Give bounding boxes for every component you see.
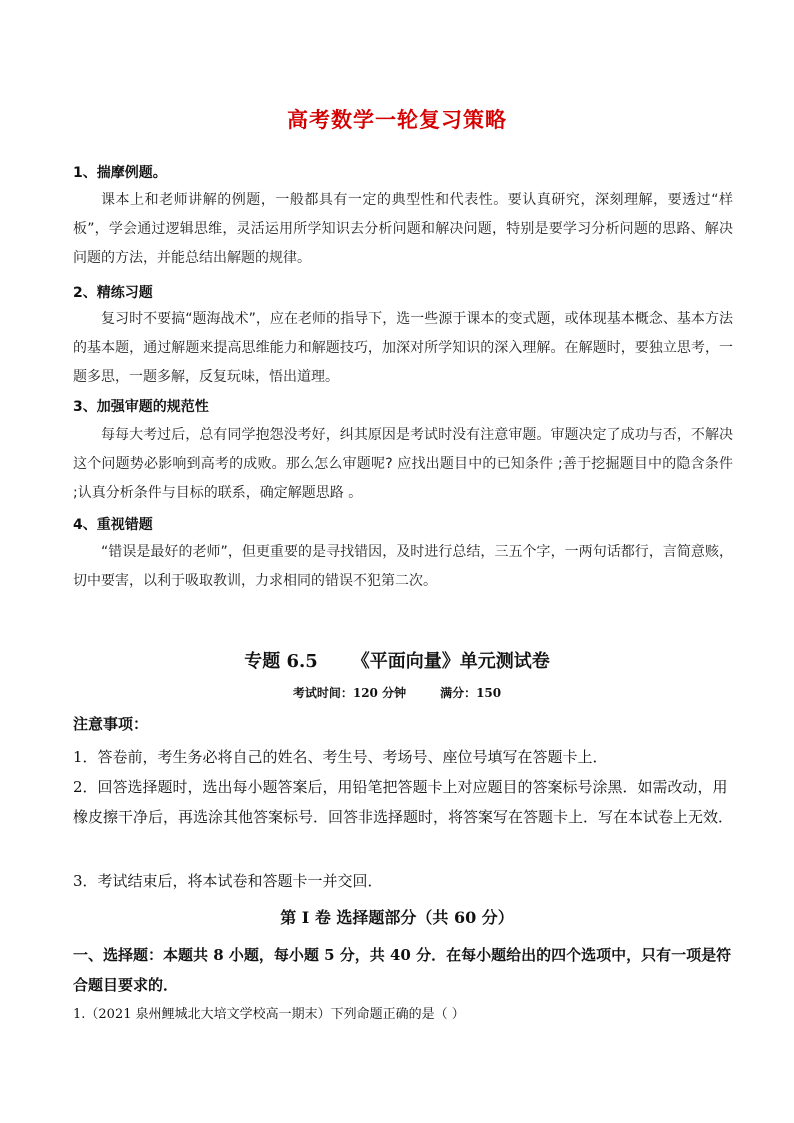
note-item-1: 1．答卷前，考生务必将自己的姓名、考生号、考场号、座位号填写在答题卡上． <box>73 748 608 766</box>
exam-time: 考试时间：120 分钟 <box>292 686 407 700</box>
note-item-2: 2．回答选择题时，选出每小题答案后，用铅笔把答题卡上对应题目的答案标号涂黑．如需改动，用橡皮擦干净后，再选涂其他答案标号．回答非选择题时，将答案写在答题卡上．写在本试卷上无效． <box>73 778 734 826</box>
question-1: 1.（2021 泉州鲤城北大培文学校高一期末）下列命题正确的是（ ） <box>73 1007 465 1022</box>
section-heading-3: 3、加强审题的规范性 <box>73 399 209 415</box>
exam-title-number: 专题 6.5 <box>244 651 318 672</box>
part-title: 第 I 卷 选择题部分（共 60 分） <box>280 908 514 927</box>
note-item-3: 3．考试结束后，将本试卷和答题卡一并交回． <box>73 872 383 890</box>
choice-section-heading: 一、选择题：本题共 8 小题，每小题 5 分，共 40 分．在每小题给出的四个选项中，只有一项是符合题目要求的． <box>73 946 732 994</box>
page-title: 高考数学一轮复习策略 <box>287 108 507 132</box>
exam-meta <box>0 684 794 701</box>
section-heading-4: 4、重视错题 <box>73 517 153 533</box>
section-text-3: 每每大考过后，总有同学抱怨没考好，纠其原因是考试时没有注意审题。审题决定了成功与否，不解决这个问题势必影响到高考的成败。那么怎么审题呢? 应找出题目中的已知条件 ;善于挖掘题目中的隐含条件 ;认真分析条件与目标的联系，确定解题思路 。 <box>73 427 733 501</box>
exam-score: 满分：150 <box>440 686 502 700</box>
section-heading-2: 2、精练习题 <box>73 285 153 301</box>
section-heading-1: 1、揣摩例题。 <box>73 165 167 181</box>
section-text-4: “错误是最好的老师”，但更重要的是寻找错因，及时进行总结，三五个字，一两句话都行，言简意赅，切中要害，以利于吸取教训，力求相同的错误不犯第二次。 <box>73 544 733 589</box>
exam-title <box>0 647 794 673</box>
exam-title-name: 《平面向量》单元测试卷 <box>351 651 550 672</box>
notes-heading: 注意事项： <box>73 715 149 733</box>
section-text-1: 课本上和老师讲解的例题，一般都具有一定的典型性和代表性。要认真研究，深刻理解，要透过“样板”，学会通过逻辑思维，灵活运用所学知识去分析问题和解决问题，特别是要学习分析问题的思路、解决问题的方法，并能总结出解题的规律。 <box>73 192 733 266</box>
section-text-2: 复习时不要搞“题海战术”，应在老师的指导下，选一些源于课本的变式题，或体现基本概念、基本方法的基本题，通过解题来提高思维能力和解题技巧，加深对所学知识的深入理解。在解题时，要独立思考，一题多思，一题多解，反复玩味，悟出道理。 <box>73 311 733 385</box>
